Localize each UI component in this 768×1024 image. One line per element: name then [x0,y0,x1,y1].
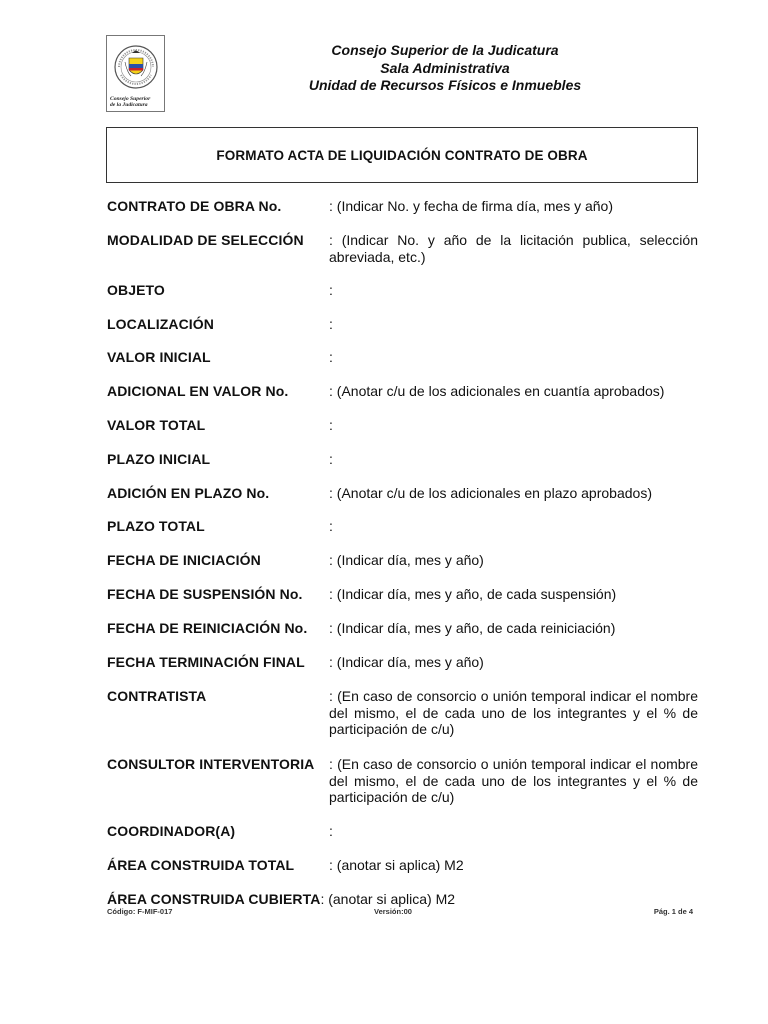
field-label: LOCALIZACIÓN [107,316,214,332]
logo [106,35,165,112]
field-label: OBJETO [107,282,165,298]
field-inline [107,891,698,908]
field-value: : [329,282,333,298]
field-value: : (En caso de consorcio o unión temporal indicar el nombre del mismo, el de cada uno de los integrantes y el % de participación de c/u) [329,688,698,737]
field-label: VALOR TOTAL [107,417,206,433]
field-value: : (anotar si aplica) M2 [320,891,456,907]
field-label: COORDINADOR(A) [107,823,236,839]
field-label: CONSULTOR INTERVENTORIA [107,756,315,772]
field-value: : (Indicar No. y fecha de firma día, mes y año) [329,198,614,214]
field-label: PLAZO TOTAL [107,518,205,534]
logo-caption-line1: Consejo Superior [110,96,151,102]
field-value: : [329,417,333,433]
field-value: : (Anotar c/u de los adicionales en cuantía aprobados) [329,383,665,399]
field-value: : (Indicar día, mes y año) [329,654,484,670]
field-value: : (En caso de consorcio o unión temporal indicar el nombre del mismo, el de cada uno de los integrantes y el % de participación de c/u) [329,756,698,805]
field-label: FECHA TERMINACIÓN FINAL [107,654,305,670]
header-line-chamber: Sala Administrativa [380,59,510,76]
coat-of-arms-icon [113,42,159,94]
document-title: FORMATO ACTA DE LIQUIDACIÓN CONTRATO DE OBRA [106,127,698,183]
field-value: : [329,349,333,365]
field-value: : [329,518,333,534]
field-label: CONTRATISTA [107,688,207,704]
document-header [170,42,720,95]
footer-page-number: Pág. 1 de 4 [653,907,693,916]
field-label: ADICIONAL EN VALOR No. [107,383,289,399]
field-value: : (Indicar día, mes y año, de cada reiniciación) [329,620,616,636]
logo-caption-line2: de la Judicatura [110,102,148,108]
field-label: CONTRATO DE OBRA No. [107,198,282,214]
field-value: : (anotar si aplica) M2 [329,857,464,873]
field-value: : (Indicar día, mes y año, de cada suspensión) [329,586,617,602]
field-value: : (Indicar día, mes y año) [329,552,484,568]
field-label: FECHA DE REINICIACIÓN No. [107,620,308,636]
field-label: VALOR INICIAL [107,349,211,365]
field-label: ÁREA CONSTRUIDA TOTAL [107,857,295,873]
field-value: : (Anotar c/u de los adicionales en plazo aprobados) [329,485,652,501]
header-line-unit: Unidad de Recursos Físicos e Inmuebles [308,77,582,93]
field-label: FECHA DE SUSPENSIÓN No. [107,586,303,602]
field-value: : [329,823,333,839]
field-value: : [329,316,333,332]
logo-caption [110,96,166,108]
field-value: : (Indicar No. y año de la licitación publica, selección abreviada, etc.) [329,232,698,265]
field-label: MODALIDAD DE SELECCIÓN [107,232,304,248]
footer-version: Versión:00 [374,907,412,916]
field-label: FECHA DE INICIACIÓN [107,552,261,568]
field-label: ADICIÓN EN PLAZO No. [107,485,270,501]
footer-code: Código: F-MIF-017 [107,907,173,916]
field-label: ÁREA CONSTRUIDA CUBIERTA [107,891,321,907]
field-label: PLAZO INICIAL [107,451,211,467]
header-line-council: Consejo Superior de la Judicatura [331,42,559,58]
field-value: : [329,451,333,467]
